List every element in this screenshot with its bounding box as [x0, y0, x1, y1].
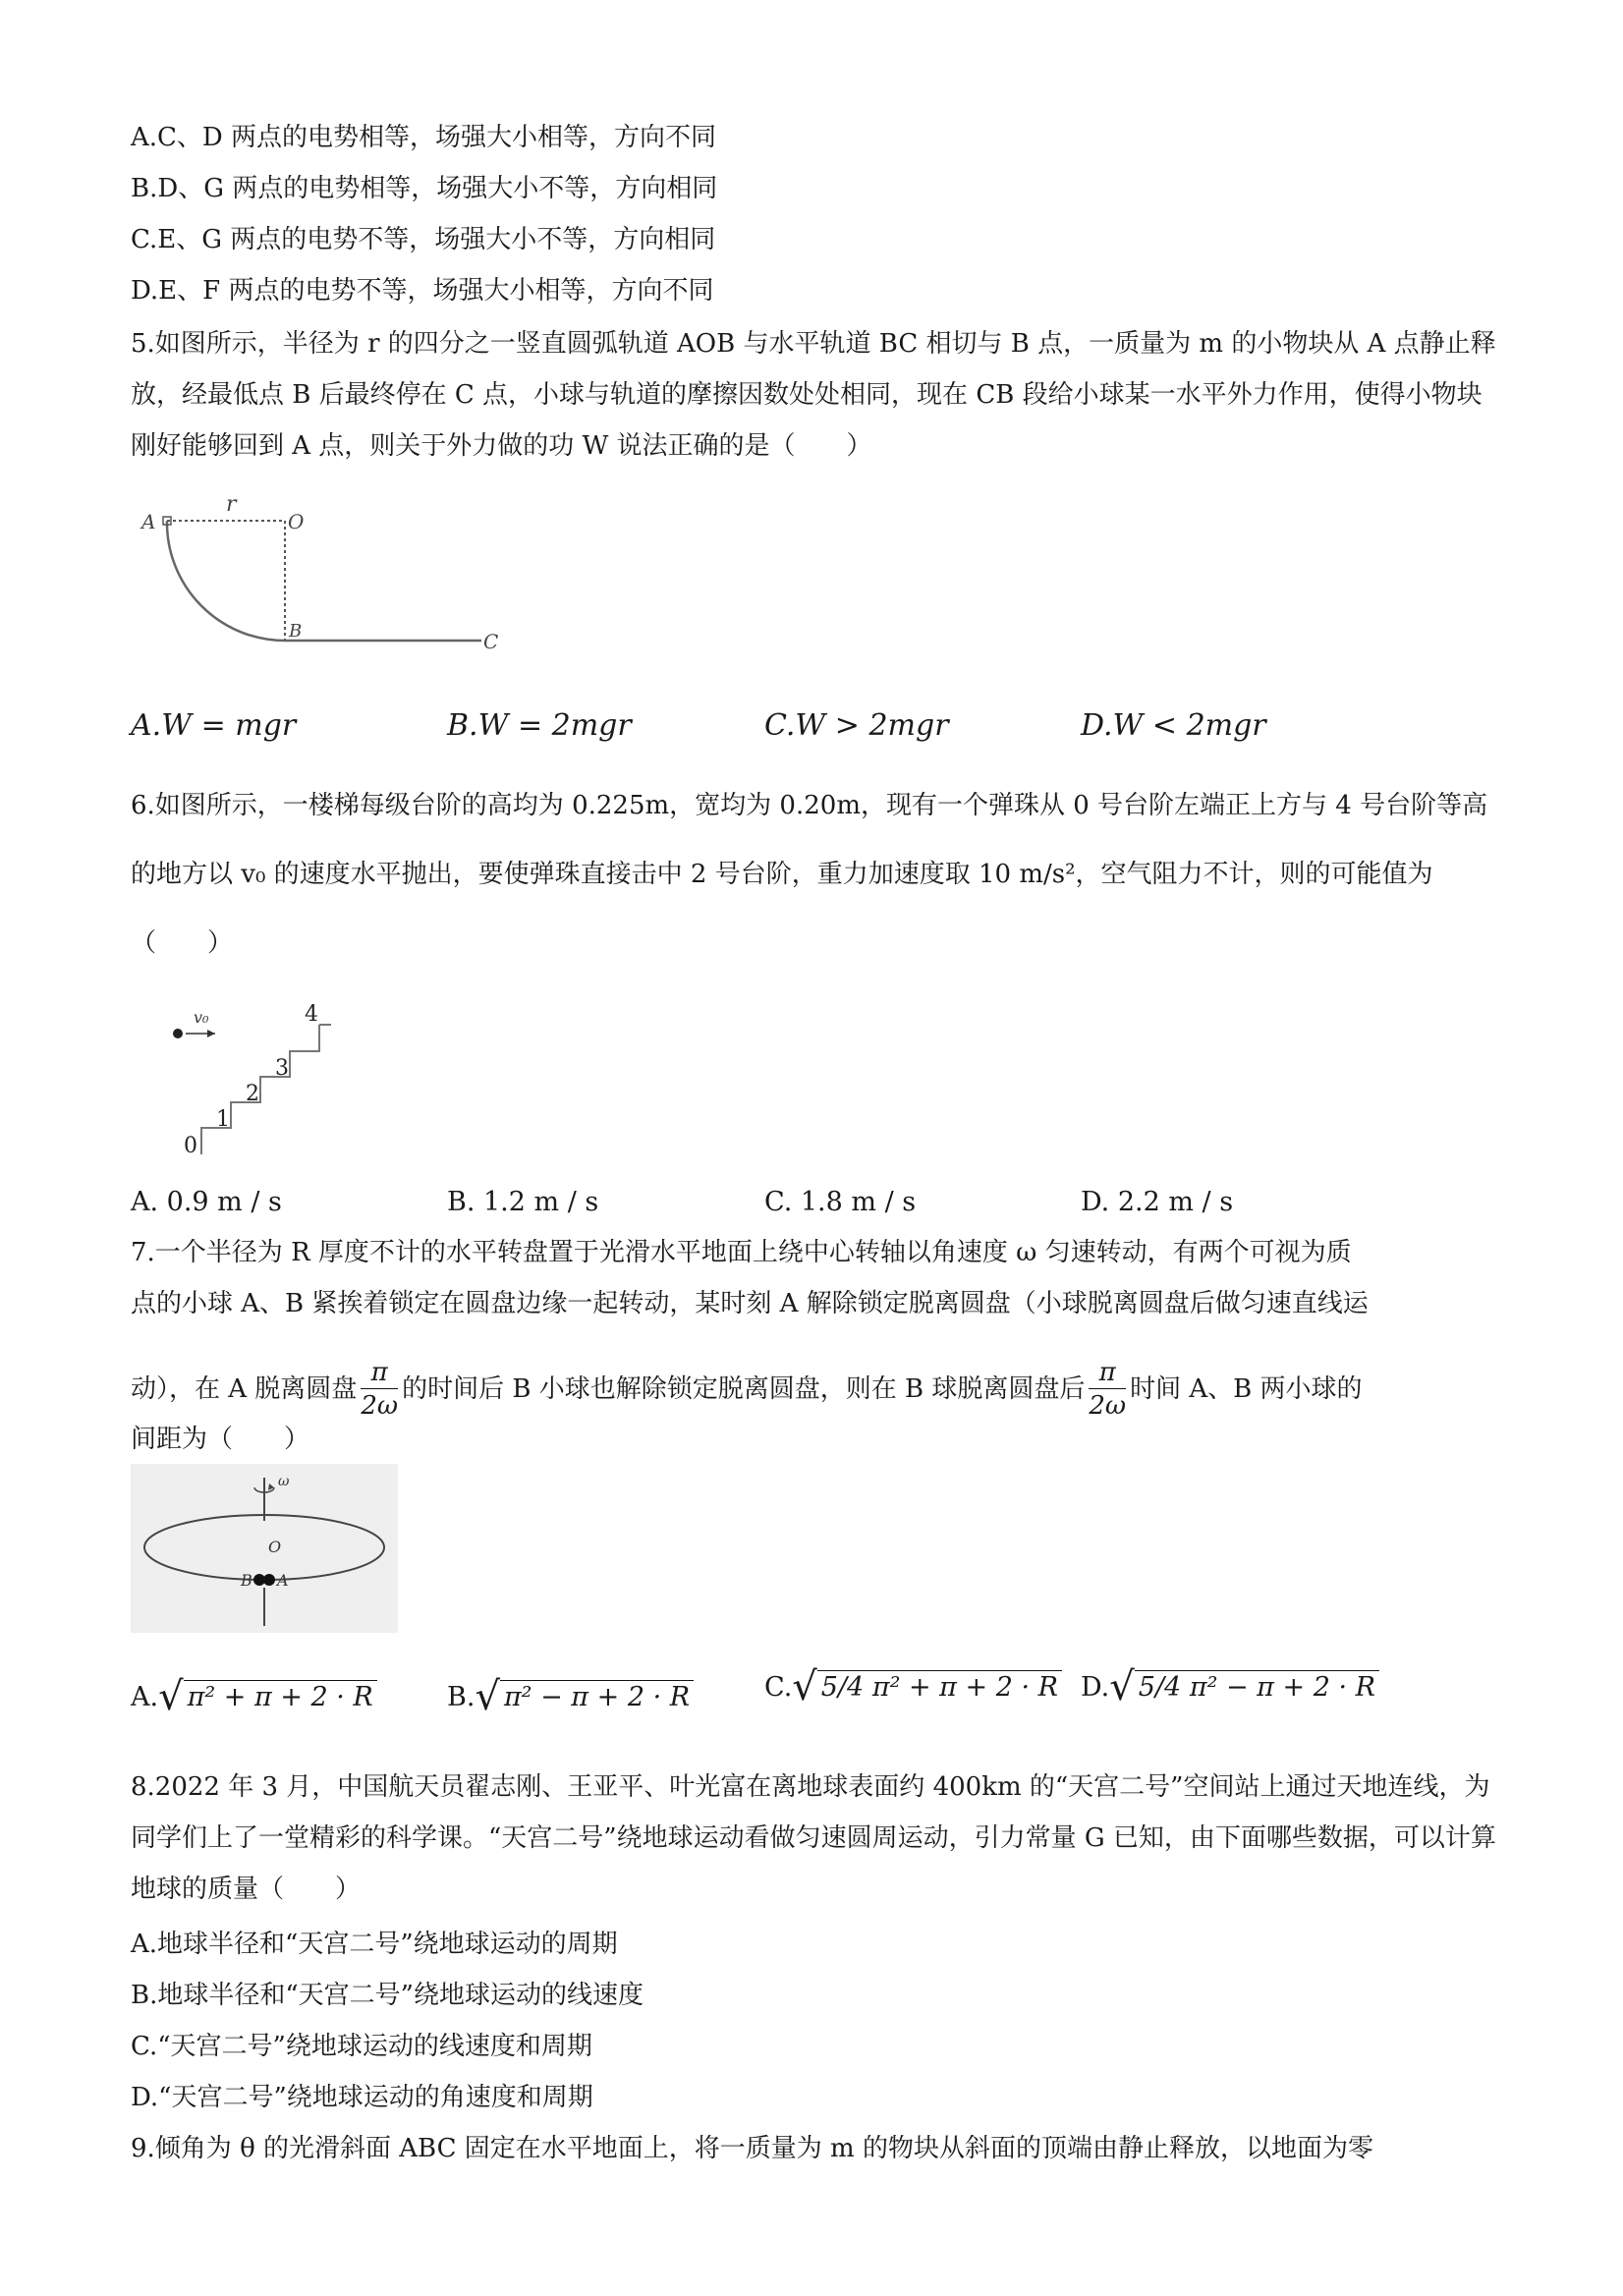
q7-option-b-expr: π² − π + 2 · R: [500, 1680, 694, 1714]
q7-label-a: A: [277, 1571, 289, 1590]
radical-sign: √: [475, 1674, 500, 1719]
q7-label-b: B: [241, 1571, 252, 1590]
q7-option-a-prefix: A.: [131, 1682, 159, 1712]
radical-sign: √: [158, 1674, 184, 1719]
q6-option-c: C. 1.8 m / s: [764, 1187, 917, 1217]
q7-label-o: O: [268, 1538, 282, 1556]
q7-fraction-2: [1089, 1357, 1126, 1423]
q6-label-v0: v₀: [194, 1008, 209, 1027]
q8-option-b: B.地球半径和“天宫二号”绕地球运动的线速度: [131, 1981, 644, 2010]
q7-line-3a: 动），在 A 脱离圆盘: [131, 1374, 358, 1404]
q6-option-b: B. 1.2 m / s: [447, 1187, 599, 1217]
q7-fraction-1: [361, 1357, 398, 1423]
q5-figure: [128, 481, 521, 658]
q6-label-1: 1: [216, 1107, 230, 1132]
q7-line-3: [131, 1353, 1363, 1426]
q7-line-3c: 时间 A、B 两小球的: [1130, 1374, 1363, 1404]
q6-label-3: 3: [275, 1056, 289, 1081]
q7-option-a: [131, 1674, 377, 1719]
q4-option-b: B.D、G 两点的电势相等，场强大小不等，方向相同: [131, 174, 718, 203]
q6-option-a: A. 0.9 m / s: [131, 1187, 282, 1217]
q4-option-c: C.E、G 两点的电势不等，场强大小不等，方向相同: [131, 225, 716, 254]
q5-stem: 5.如图所示，半径为 r 的四分之一竖直圆弧轨道 AOB 与水平轨道 BC 相切与 B 点，一质量为 m 的小物块从 A 点静止释放，经最低点 B 后最终停在 C 点，小球与轨道的摩擦因数处处相同，现在 CB 段给小球某一水平外力作用，使得小物块刚好能够回到 A 点，则关于外力做的功 W 说法正确的是（ ）: [131, 329, 1496, 461]
q8-option-a: A.地球半径和“天宫二号”绕地球运动的周期: [131, 1930, 618, 1959]
q7-option-c: [764, 1664, 1062, 1709]
q7-frac2-den: 2ω: [1089, 1390, 1127, 1421]
q6-label-2: 2: [246, 1082, 259, 1106]
q5-option-d: D.W < 2mgr: [1081, 708, 1266, 743]
q7-option-d-radicand: [1135, 1670, 1379, 1705]
q7-option-b-prefix: B.: [447, 1682, 476, 1712]
q7-option-c-coef: 5/4: [820, 1672, 865, 1703]
q7-option-d: [1081, 1664, 1379, 1709]
q9-stem: 9.倾角为 θ 的光滑斜面 ABC 固定在水平地面上，将一质量为 m 的物块从斜面的顶端由静止释放，以地面为零: [131, 2134, 1373, 2163]
q6-label-4: 4: [305, 1002, 318, 1027]
q5-option-b: B.W = 2mgr: [447, 708, 632, 743]
q7-frac1-num: π: [361, 1357, 398, 1389]
q6-figure: [162, 997, 339, 1164]
q7-option-b: [447, 1674, 694, 1719]
q7-line-3b: 的时间后 B 小球也解除锁定脱离圆盘，则在 B 球脱离圆盘后: [402, 1374, 1086, 1404]
q7-option-c-prefix: C.: [764, 1672, 793, 1703]
q4-option-d: D.E、F 两点的电势不等，场强大小相等，方向不同: [131, 276, 714, 306]
q5-label-b: B: [289, 621, 303, 642]
q7-option-d-prefix: D.: [1081, 1672, 1110, 1703]
q5-option-a: A.W = mgr: [131, 708, 297, 743]
q5-label-r: r: [226, 492, 237, 517]
q6-label-0: 0: [184, 1134, 197, 1158]
radical-sign: √: [1109, 1664, 1135, 1709]
q6-stem: 6.如图所示，一楼梯每级台阶的高均为 0.225m，宽均为 0.20m，现有一个弹珠从 0 号台阶左端正上方与 4 号台阶等高的地方以 v₀ 的速度水平抛出，要使弹珠直接击中 2 号台阶，重力加速度取 10 m/s²，空气阻力不计，则的可能值为（ ）: [131, 791, 1488, 958]
q7-line-1: 7.一个半径为 R 厚度不计的水平转盘置于光滑水平地面上绕中心转轴以角速度 ω 匀速转动，有两个可视为质: [131, 1238, 1352, 1267]
q7-line-2: 点的小球 A、B 紧挨着锁定在圆盘边缘一起转动，某时刻 A 解除锁定脱离圆盘（小球脱离圆盘后做匀速直线运: [131, 1289, 1369, 1318]
q6-option-d: D. 2.2 m / s: [1081, 1187, 1234, 1217]
q8-stem: 8.2022 年 3 月，中国航天员翟志刚、王亚平、叶光富在离地球表面约 400km 的“天宫二号”空间站上通过天地连线，为同学们上了一堂精彩的科学课。“天宫二号”绕地球运动看做匀速圆周运动，引力常量 G 已知，由下面哪些数据，可以计算地球的质量（ ）: [131, 1772, 1496, 1904]
q7-option-c-expr: π² + π + 2 · R: [871, 1672, 1058, 1703]
radical-sign: √: [792, 1664, 817, 1709]
q7-option-c-radicand: [817, 1670, 1062, 1705]
q8-option-c: C.“天宫二号”绕地球运动的线速度和周期: [131, 2032, 592, 2061]
q5-option-c: C.W > 2mgr: [764, 708, 949, 743]
q7-frac1-den: 2ω: [361, 1390, 399, 1421]
q5-label-c: C: [483, 630, 499, 653]
q7-option-a-expr: π² + π + 2 · R: [184, 1680, 377, 1714]
q5-label-a: A: [141, 510, 156, 533]
q7-label-omega: ω: [278, 1474, 290, 1489]
q7-option-d-coef: 5/4: [1138, 1672, 1182, 1703]
q7-line-4: 间距为（ ）: [131, 1425, 310, 1454]
q7-figure: [131, 1464, 398, 1633]
q5-label-o: O: [288, 510, 305, 533]
q7-frac2-num: π: [1089, 1357, 1126, 1389]
q8-option-d: D.“天宫二号”绕地球运动的角速度和周期: [131, 2083, 593, 2112]
q4-option-a: A.C、D 两点的电势相等，场强大小相等，方向不同: [131, 123, 717, 152]
q7-option-d-expr: π² − π + 2 · R: [1189, 1672, 1375, 1703]
